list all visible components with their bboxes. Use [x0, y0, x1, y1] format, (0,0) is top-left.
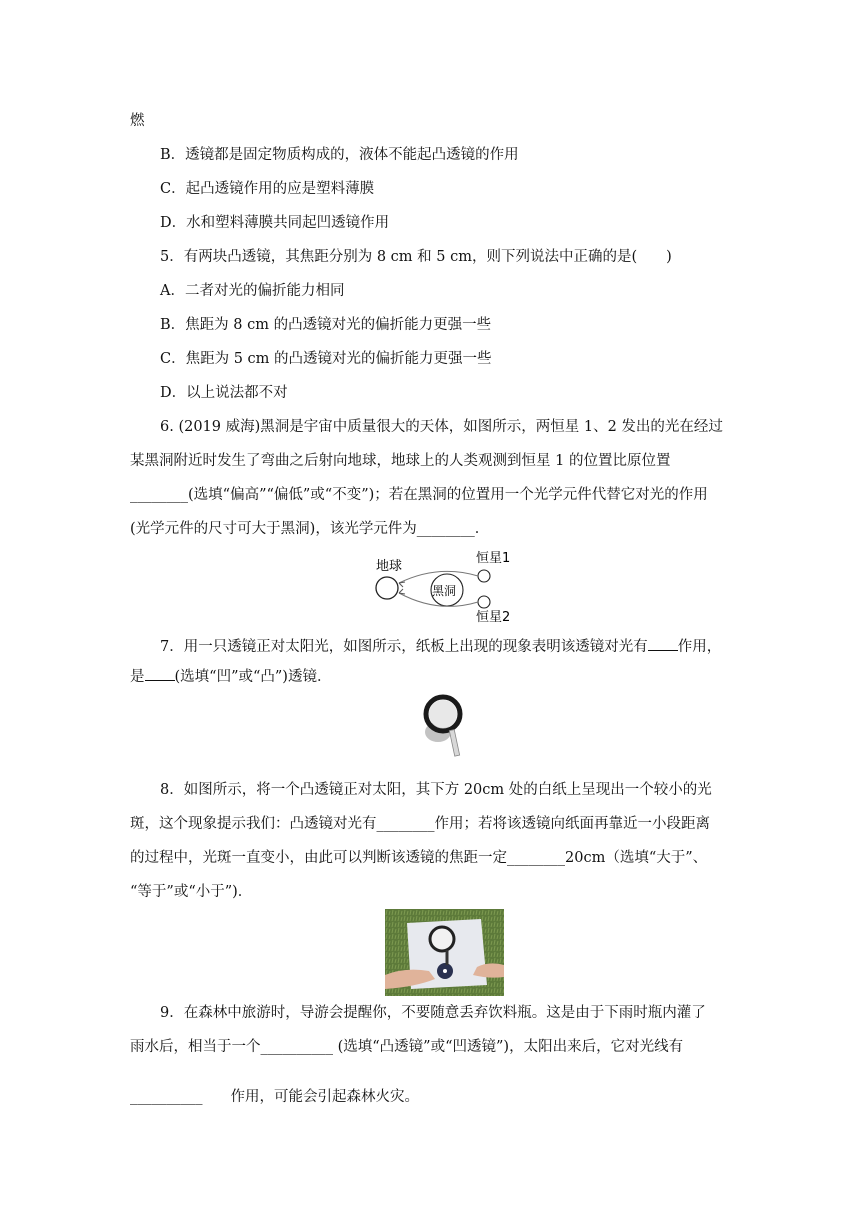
q5-option-d: D．以上说法都不对: [160, 385, 288, 401]
q7-text-a: 7．用一只透镜正对太阳光，如图所示，纸板上出现的现象表明该透镜对光有: [160, 639, 648, 655]
q5-option-a: A．二者对光的偏折能力相同: [160, 283, 345, 299]
star1-circle: [478, 570, 490, 582]
question-7-line2: [130, 666, 331, 687]
lens-handle: [449, 730, 459, 756]
q9-blank: __________: [130, 1089, 203, 1105]
magnifier-ring: [430, 927, 454, 951]
q7-blank-1: [648, 636, 678, 651]
question-9-line2: 雨水后，相当于一个__________ (选填“凸透镜”或“凹透镜”)，太阳出来后，它对光线有: [130, 1039, 684, 1055]
text-line: 燃: [130, 113, 145, 129]
arrow-head-1: [399, 582, 405, 587]
question-8-line1: 8．如图所示，将一个凸透镜正对太阳，其下方 20cm 处的白纸上呈现出一个较小的光: [160, 782, 712, 798]
question-6-line1: 6. (2019 威海)黑洞是宇宙中质量很大的天体，如图所示，两恒星 1、2 发出的光在经过: [160, 419, 723, 435]
question-7-line1: [160, 636, 721, 657]
q5-option-b: B．焦距为 8 cm 的凸透镜对光的偏折能力更强一些: [160, 317, 492, 333]
q5-option-c: C．焦距为 5 cm 的凸透镜对光的偏折能力更强一些: [160, 351, 492, 367]
earth-circle: [376, 577, 398, 599]
question-9-line3: [130, 1087, 419, 1107]
star1-label: 恒星1: [476, 551, 511, 566]
option-b: B．透镜都是固定物质构成的，液体不能起凸透镜的作用: [160, 147, 519, 163]
blackhole-diagram: [368, 548, 518, 624]
earth-label: 地球: [376, 559, 403, 574]
arrow-head-2: [399, 589, 405, 594]
question-6-line3: ________(选填“偏高”“偏低”或“不变”)；若在黑洞的位置用一个光学元件代替它对光的作用: [130, 487, 708, 503]
question-5: 5．有两块凸透镜，其焦距分别为 8 cm 和 5 cm，则下列说法中正确的是( ): [160, 249, 672, 265]
bright-spot: [443, 969, 447, 973]
option-d: D．水和塑料薄膜共同起凹透镜作用: [160, 215, 390, 231]
question-8-line2: 斑，这个现象提示我们：凸透镜对光有________作用；若将该透镜向纸面再靠近一小段距离: [130, 816, 710, 832]
light-path-1: [399, 571, 478, 583]
q9-text-end: 作用，可能会引起森林火灾。: [230, 1089, 419, 1105]
star2-circle: [478, 596, 490, 608]
question-8-line4: “等于”或“小于”)．: [130, 884, 253, 900]
lens-photo: [418, 690, 468, 760]
sun-spot-photo: [385, 909, 504, 996]
q7-text-d: (选填“凹”或“凸”)透镜．: [174, 669, 332, 685]
question-6-line2: 某黑洞附近时发生了弯曲之后射向地球，地球上的人类观测到恒星 1 的位置比原位置: [130, 453, 671, 469]
question-9-line1: 9．在森林中旅游时，导游会提醒你，不要随意丢弃饮料瓶。这是由于下雨时瓶内灌了: [160, 1005, 706, 1021]
star2-label: 恒星2: [476, 610, 511, 624]
q7-text-b: 作用，: [677, 639, 722, 655]
q7-text-c: 是: [130, 669, 145, 685]
question-8-line3: 的过程中，光斑一直变小，由此可以判断该透镜的焦距一定________20cm（选填“大于”、: [130, 850, 708, 866]
question-6-line4: (光学元件的尺寸可大于黑洞)，该光学元件为________．: [130, 521, 490, 537]
blackhole-label: 黑洞: [432, 584, 457, 598]
option-c: C．起凸透镜作用的应是塑料薄膜: [160, 181, 375, 197]
q7-blank-2: [145, 666, 175, 681]
lens-glass: [429, 700, 457, 728]
